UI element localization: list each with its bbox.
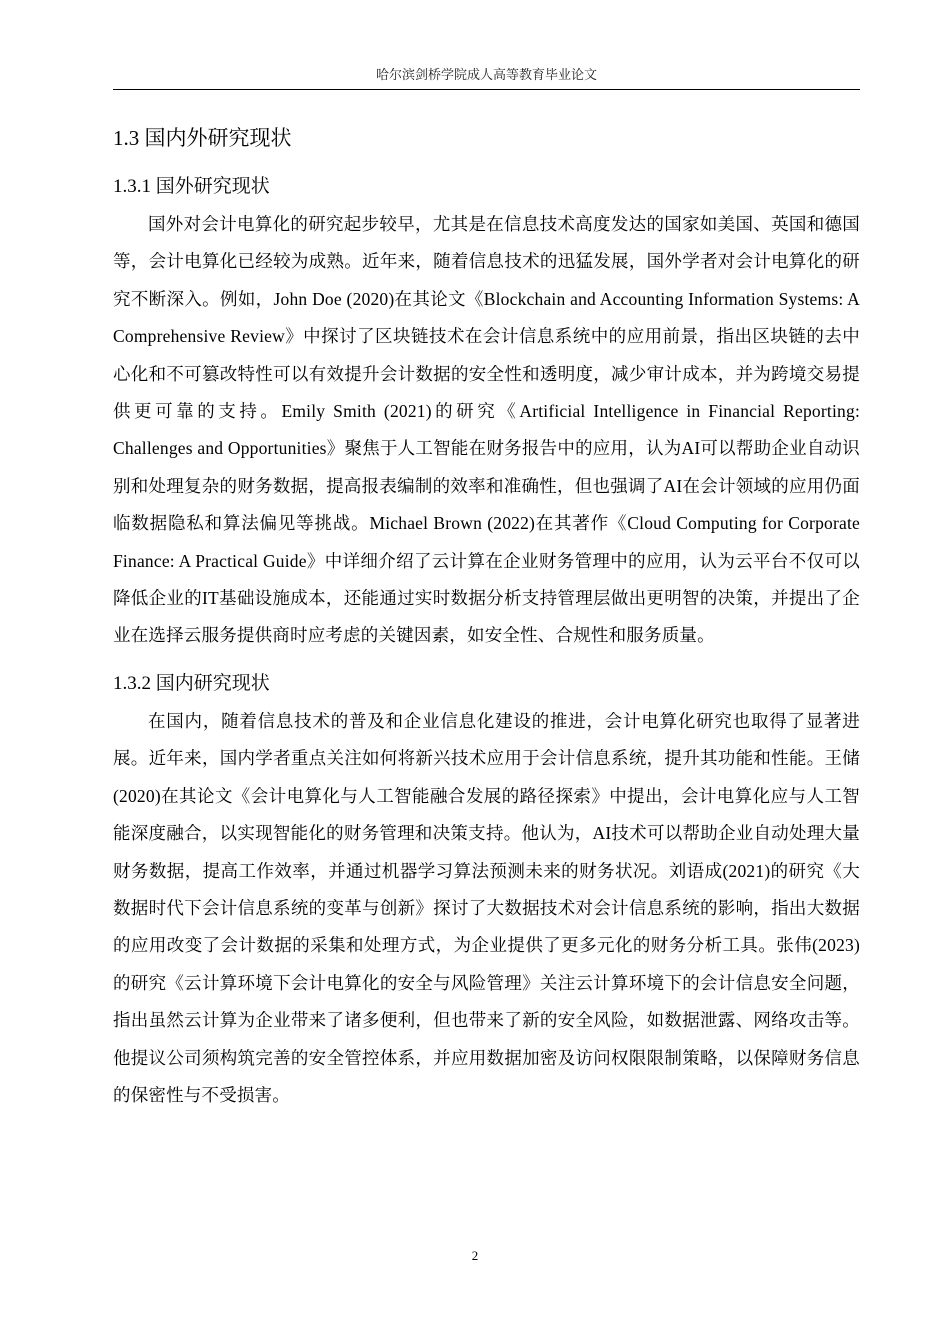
paragraph-foreign-research: 国外对会计电算化的研究起步较早，尤其是在信息技术高度发达的国家如美国、英国和德国等，会计电算化已经较为成熟。近年来，随着信息技术的迅猛发展，国外学者对会计电算化的研究不断深入。例如，John Doe (2020)在其论文《Blockchain and Accounting Information Systems: A Comprehensive Review》中探讨了区块链技术在会计信息系统中的应用前景，指出区块链的去中心化和不可篡改特性可以有效提升会计数据的安全性和透明度，减少审计成本，并为跨境交易提供更可靠的支持。Emily Smith (2021)的研究《Artificial Intelligence in Financial Reporting: Challenges and Opportunities》聚焦于人工智能在财务报告中的应用，认为AI可以帮助企业自动识别和处理复杂的财务数据，提高报表编制的效率和准确性，但也强调了AI在会计领域的应用仍面临数据隐私和算法偏见等挑战。Michael Brown (2022)在其著作《Cloud Computing for Corporate Finance: A Practical Guide》中详细介绍了云计算在企业财务管理中的应用，认为云平台不仅可以降低企业的IT基础设施成本，还能通过实时数据分析支持管理层做出更明智的决策，并提出了企业在选择云服务提供商时应考虑的关键因素，如安全性、合规性和服务质量。 [113, 214, 860, 646]
page-number: 2 [471, 1248, 479, 1263]
section-title: 1.3 国内外研究现状 [113, 126, 292, 150]
subsection-title-foreign: 1.3.1 国外研究现状 [113, 176, 270, 197]
page-content [113, 118, 860, 1114]
subsection-title-domestic: 1.3.2 国内研究现状 [113, 672, 270, 694]
paragraph-domestic-research: 在国内，随着信息技术的普及和企业信息化建设的推进，会计电算化研究也取得了显著进展。近年来，国内学者重点关注如何将新兴技术应用于会计信息系统，提升其功能和性能。王储(2020)在其论文《会计电算化与人工智能融合发展的路径探索》中提出，会计电算化应与人工智能深度融合，以实现智能化的财务管理和决策支持。他认为，AI技术可以帮助企业自动处理大量财务数据，提高工作效率，并通过机器学习算法预测未来的财务状况。刘语成(2021)的研究《大数据时代下会计信息系统的变革与创新》探讨了大数据技术对会计信息系统的影响，指出大数据的应用改变了会计数据的采集和处理方式，为企业提供了更多元化的财务分析工具。张伟(2023)的研究《云计算环境下会计电算化的安全与风险管理》关注云计算环境下的会计信息安全问题，指出虽然云计算为企业带来了诸多便利，但也带来了新的安全风险，如数据泄露、网络攻击等。他提议公司须构筑完善的安全管控体系，并应用数据加密及访问权限限制策略，以保障财务信息的保密性与不受损害。 [113, 710, 860, 1105]
running-header: 哈尔滨剑桥学院成人高等教育毕业论文 [375, 67, 597, 82]
header-rule [113, 89, 860, 90]
